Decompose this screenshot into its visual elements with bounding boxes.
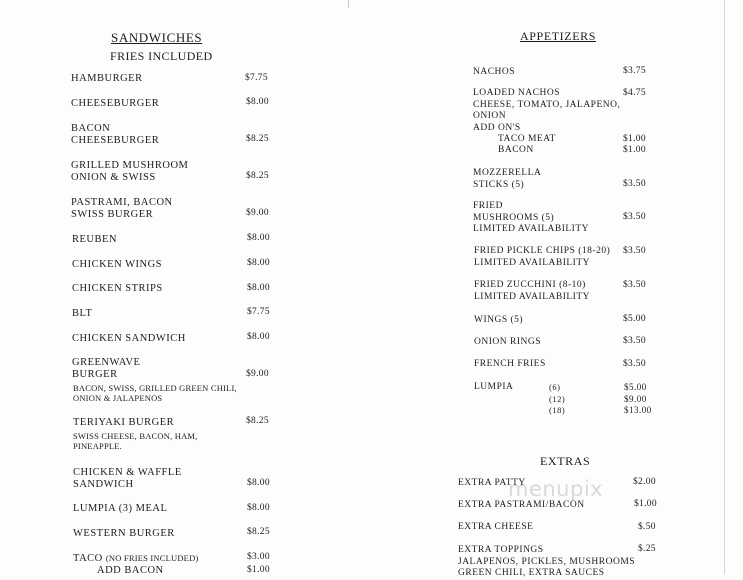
menu-item-name: TACO (NO FRIES INCLUDED)	[73, 553, 199, 564]
menu-item-name: BACON CHEESEBURGER	[71, 123, 160, 146]
menu-item-price: $1.00	[247, 565, 270, 575]
fries-included-subtitle: FRIES INCLUDED	[110, 49, 213, 63]
menu-item-description: SWISS CHEESE, BACON, HAM, PINEAPPLE.	[73, 431, 198, 451]
menu-item-name: CHICKEN WINGS	[72, 259, 163, 270]
menu-item-price: $8.00	[247, 283, 270, 293]
menu-item-name: CHICKEN & WAFFLE SANDWICH	[73, 467, 182, 490]
appetizer-name: FRIED MUSHROOMS (5) LIMITED AVAILABILITY	[473, 201, 589, 234]
menu-item-price: $7.75	[245, 73, 268, 83]
appetizer-price: $3.50	[623, 246, 646, 256]
extras-title: EXTRAS	[540, 454, 591, 468]
menu-item-name: TERIYAKI BURGER	[73, 417, 175, 428]
menu-item-name: CHICKEN STRIPS	[72, 283, 163, 294]
appetizer-name: MOZZERELLA STICKS (5)	[473, 168, 542, 190]
appetizer-name: WINGS (5)	[474, 315, 524, 325]
extra-price: $.50	[638, 522, 656, 532]
page-edge-line	[724, 0, 725, 574]
menu-item-price: $8.25	[246, 171, 269, 181]
menu-item-name: ADD BACON	[97, 565, 164, 576]
appetizer-name: FRIED PICKLE CHIPS (18-20) LIMITED AVAILABILITY	[474, 246, 611, 268]
menu-item-name: HAMBURGER	[71, 73, 143, 84]
menu-item-name: WESTERN BURGER	[73, 528, 175, 539]
menu-item-name: REUBEN	[72, 234, 117, 245]
extra-price: $1.00	[634, 499, 657, 509]
menu-item-price: $8.00	[246, 97, 269, 107]
extra-name: EXTRA CHEESE	[458, 522, 534, 532]
appetizer-price: $3.50	[623, 212, 646, 222]
addon-name: TACO MEAT	[498, 134, 556, 144]
menu-item-name: CHEESEBURGER	[71, 98, 160, 109]
menu-item-price: $9.00	[246, 208, 269, 218]
menu-item-price: $8.25	[246, 134, 269, 144]
menu-item-name: BLT	[72, 308, 93, 319]
appetizer-price: $3.50	[623, 280, 646, 290]
menu-item-description: BACON, SWISS, GRILLED GREEN CHILI, ONION & JALAPENOS	[73, 383, 237, 403]
menu-item-price: $8.25	[246, 416, 269, 426]
extra-name: EXTRA PATTY	[458, 478, 526, 488]
lumpia-size-options: (6) (12) (18)	[549, 382, 566, 415]
menu-item-name: GREENWAVE BURGER	[72, 357, 141, 380]
appetizer-name: FRENCH FRIES	[474, 359, 546, 369]
lumpia-size-prices: $5.00 $9.00 $13.00	[624, 382, 652, 415]
appetizer-name: FRIED ZUCCHINI (8-10) LIMITED AVAILABILITY	[474, 280, 590, 302]
appetizer-name: NACHOS	[473, 67, 516, 77]
menu-item-name: CHICKEN SANDWICH	[72, 333, 186, 344]
appetizers-title: APPETIZERS	[520, 29, 597, 43]
appetizer-price: $4.75	[623, 88, 646, 98]
menu-item-name: LUMPIA (3) MEAL	[73, 503, 168, 514]
menu-item-price: $8.00	[247, 258, 270, 268]
menu-item-name: PASTRAMI, BACON SWISS BURGER	[71, 197, 173, 220]
menu-item-note: (NO FRIES INCLUDED)	[105, 553, 199, 563]
appetizer-price: $5.00	[623, 314, 646, 324]
appetizer-price: $3.75	[623, 66, 646, 76]
appetizer-price: $3.50	[623, 179, 646, 189]
appetizer-price: $3.50	[623, 336, 646, 346]
menupix-watermark: menupix	[508, 477, 604, 501]
sandwiches-title: SANDWICHES	[111, 30, 203, 45]
appetizer-name: ONION RINGS	[474, 337, 541, 347]
extra-name: EXTRA TOPPINGS JALAPENOS, PICKLES, MUSHROOMS GREEN CHILI, EXTRA SAUCES	[458, 545, 636, 578]
appetizer-name: LUMPIA	[474, 382, 514, 392]
page-fold-line	[348, 0, 349, 8]
menu-item-price: $8.00	[247, 503, 270, 513]
menu-item-name: GRILLED MUSHROOM ONION & SWISS	[71, 160, 189, 183]
addon-name: BACON	[498, 145, 534, 155]
extra-price: $.25	[638, 544, 656, 554]
addon-price: $1.00	[623, 134, 646, 144]
extra-name: EXTRA PASTRAMI/BACON	[458, 500, 585, 510]
menu-item-price: $8.00	[247, 332, 270, 342]
extra-price: $2.00	[633, 477, 656, 487]
appetizer-price: $3.50	[623, 359, 646, 369]
appetizer-name: LOADED NACHOS CHEESE, TOMATO, JALAPENO, ONION ADD ON'S	[473, 88, 621, 133]
menu-item-price: $8.00	[247, 233, 270, 243]
menu-item-price: $8.25	[247, 527, 270, 537]
menu-item-price: $9.00	[246, 369, 269, 379]
menu-item-price: $7.75	[247, 307, 270, 317]
menu-item-price: $3.00	[247, 552, 270, 562]
addon-price: $1.00	[623, 145, 646, 155]
menu-item-price: $8.00	[247, 478, 270, 488]
